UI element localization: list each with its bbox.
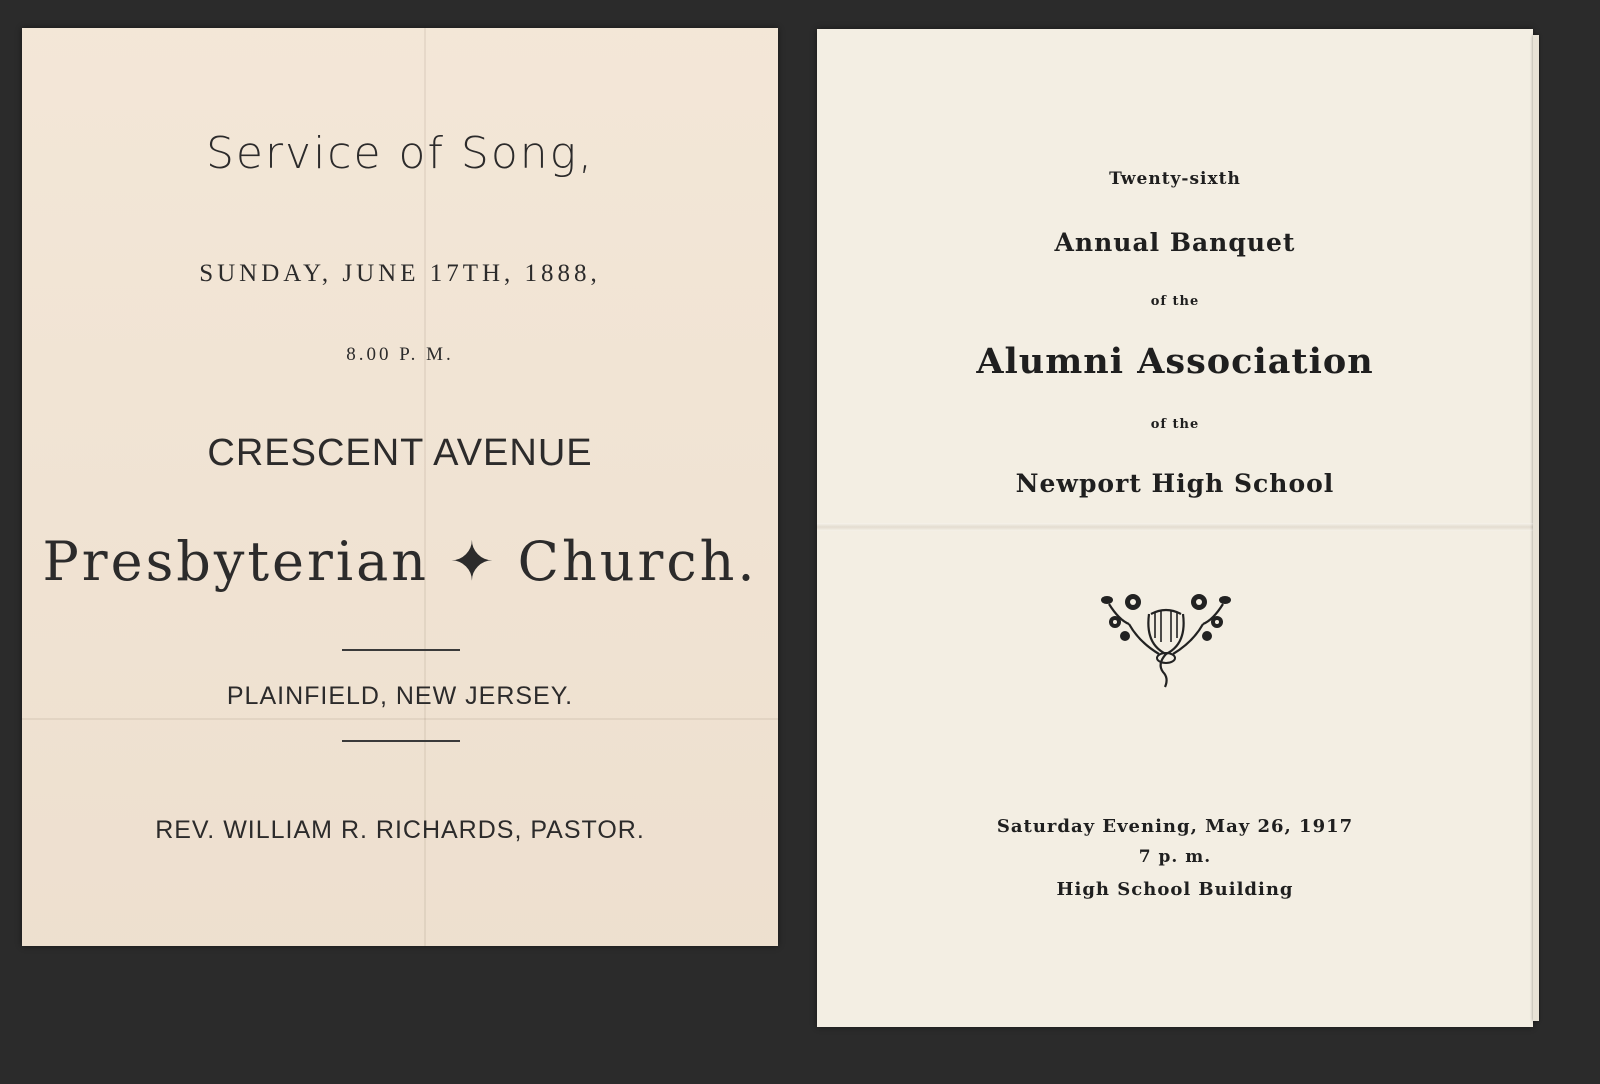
organization-name: Alumni Association [976, 341, 1374, 382]
divider-rule-bottom [342, 740, 460, 742]
event-venue: High School Building [1056, 879, 1294, 900]
anniversary-ordinal: Twenty-sixth [1109, 169, 1241, 189]
church-name-line1: CRESCENT AVENUE [207, 432, 593, 474]
horizontal-fold-crease [817, 523, 1533, 531]
lyre-flower-ornament-icon [1099, 592, 1233, 688]
event-time: 7 p. m. [1138, 847, 1212, 867]
service-of-song-card [22, 28, 778, 946]
card-title: Service of Song, [205, 128, 595, 179]
event-title: Annual Banquet [1054, 228, 1296, 257]
divider-rule-top [342, 649, 460, 651]
event-datetime: Saturday Evening, May 26, 1917 [996, 816, 1354, 837]
alumni-banquet-card [817, 29, 1533, 1027]
event-time: 8.00 P. M. [346, 344, 454, 365]
school-name: Newport High School [1015, 469, 1335, 498]
church-name-line2: Presbyterian ✦ Church. [42, 530, 758, 593]
church-location: PLAINFIELD, NEW JERSEY. [226, 682, 574, 710]
card-edge [1533, 35, 1539, 1021]
connector-text: of the [1150, 294, 1200, 309]
event-date: SUNDAY, JUNE 17TH, 1888, [199, 260, 601, 287]
pastor-name: REV. WILLIAM R. RICHARDS, PASTOR. [155, 816, 645, 844]
horizontal-fold-crease [22, 718, 778, 720]
connector-text-2: of the [1150, 417, 1200, 432]
